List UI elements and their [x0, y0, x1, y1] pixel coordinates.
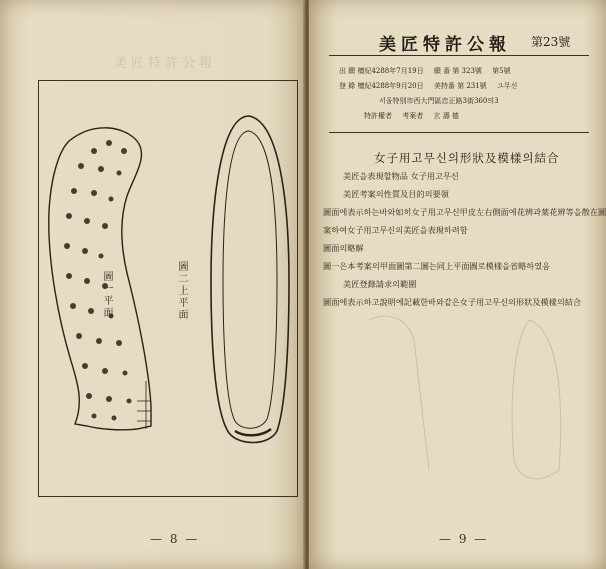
meta-row-address: 서울特別市西大門區忠正路3街360의3	[379, 97, 499, 105]
body-line: 美匠을表現할物品 女子用고무신	[343, 171, 459, 181]
figure1-label: 圖一平面	[101, 271, 112, 319]
creator-label: 考案者	[402, 112, 424, 120]
body-line: 圖一은本考案의甲面圖第二圖는同上平面圖로模樣을省略하였음	[323, 261, 551, 271]
figure-frame	[38, 80, 298, 497]
meta-row-holder	[364, 111, 467, 121]
header-rule	[329, 55, 589, 56]
rights-holder-label: 特許權者	[364, 112, 392, 120]
body-line: 圖面의略解	[323, 243, 364, 253]
meta-row-filing	[339, 66, 519, 76]
floral-pattern	[64, 140, 132, 421]
design-title: 女子用고무신의形狀及模樣의結合	[374, 151, 560, 165]
figure2-label: 圖二上平面	[176, 261, 187, 321]
page-number-left: — 8 —	[150, 532, 200, 546]
body-line: 美匠登錄請求의範圍	[343, 279, 417, 289]
meta-row-registration	[339, 81, 525, 91]
creator-name: 玄 壽 德	[433, 112, 459, 120]
bleed-through-drawing	[329, 300, 584, 495]
shoe-drawings	[39, 81, 297, 496]
body-line: 圖面에表示하는바와如히女子用고무신甲皮左右側面에花辨과葉花辨等을散在圖	[323, 207, 606, 217]
page-number-right: — 9 —	[439, 532, 489, 546]
shoe-top-view	[211, 116, 289, 443]
body-line: 案하여女子用고무신의美匠을表現하려함	[323, 225, 468, 235]
bleed-through-header: 美匠特許公報	[113, 56, 216, 71]
filing-date: 出 願 檀紀4288年7月19日	[339, 67, 424, 75]
publication-number: 第5號	[492, 67, 511, 75]
right-page	[309, 0, 606, 569]
journal-title: 美匠特許公報	[379, 35, 511, 55]
application-number: 願 番 第 323號	[433, 67, 482, 75]
issue-number: 第23號	[531, 35, 571, 49]
item-type: ユ무신	[496, 82, 518, 90]
registration-number: 美特番 第 231號	[433, 82, 487, 90]
body-line: 美匠考案의性質及目的의要領	[343, 189, 449, 199]
body-line: 圖面에表示하고說明에記載한바와같은女子用고무신의形狀及模樣의結合	[323, 297, 582, 307]
registration-date: 登 錄 檀紀4288年9月20日	[339, 82, 424, 90]
meta-rule	[329, 132, 589, 133]
